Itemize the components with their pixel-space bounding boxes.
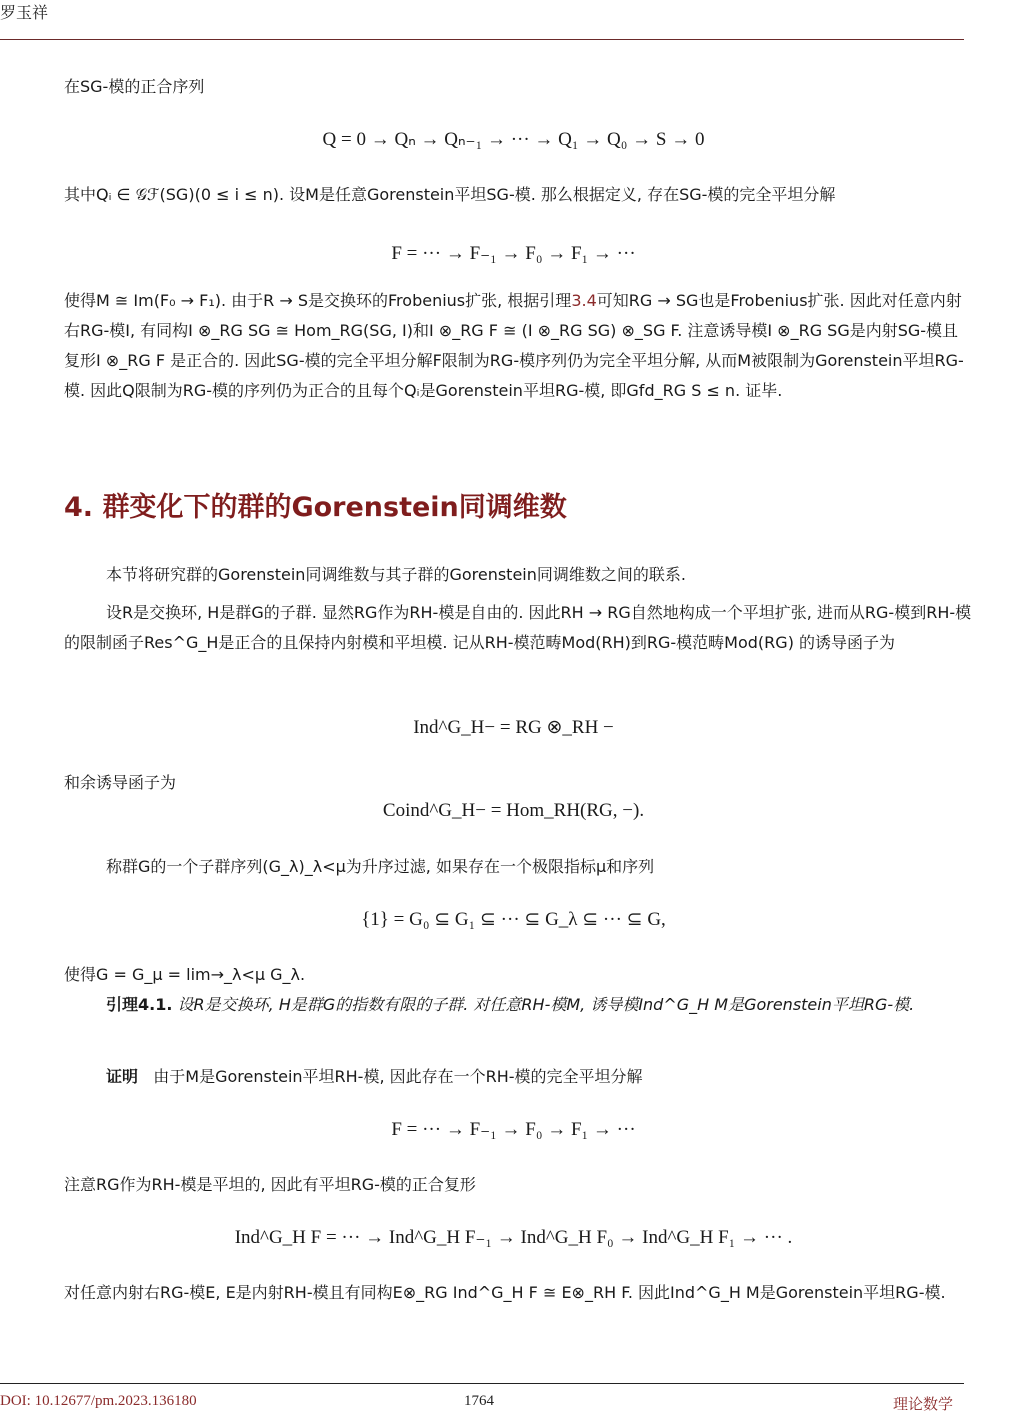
paragraph-3-part-2: 可知RG → SG也是Frobenius扩张. 因此对任意内射右RG-模I, 有同构I ⊗_RG SG ≅ Hom_RG(SG, I)和I ⊗_RG F ≅ (I ⊗_RG SG) ⊗_SG F. 注意诱导模I ⊗_RG SG是内射SG-模且复形I ⊗_RG F 是正合的. 因此SG-模的完全平坦分解F限制为RG-模序列仍为完全平坦分解, 从而M被限制为Gorenstein平坦RG-模. 因此Q限制为RG-模的序列仍为正合的且每个Qᵢ是Gorenstein平坦RG-模, 即Gfd_RG S ≤ n. 证毕. [64, 291, 964, 400]
paragraph-2: 其中Qᵢ ∈ 𝒢ℱ(SG)(0 ≤ i ≤ n). 设M是任意Gorenstein平坦SG-模. 那么根据定义, 存在SG-模的完全平坦分解 [64, 185, 836, 204]
paragraph-3 [64, 286, 974, 406]
footer-doi-link[interactable]: DOI: 10.12677/pm.2023.136180 [0, 1393, 197, 1409]
section-heading: 4. 群变化下的群的Gorenstein同调维数 [64, 492, 567, 523]
equation-Q: Q = 0 → Qₙ → Qₙ₋₁ → ··· → Q₁ → Q₀ → S → 0 [322, 129, 705, 150]
proof-start [64, 1062, 974, 1092]
footer-page-number: 1764 [464, 1393, 494, 1409]
equation-ind-F: Ind^G_H F = ··· → Ind^G_H F₋₁ → Ind^G_H F₀ → Ind^G_H F₁ → ··· . [234, 1227, 793, 1248]
proof-text: 由于M是Gorenstein平坦RH-模, 因此存在一个RH-模的完全平坦分解 [153, 1067, 643, 1086]
lemma-3-4-link[interactable]: 3.4 [571, 291, 597, 310]
equation-coind: Coind^G_H− = Hom_RH(RG, −). [382, 800, 645, 821]
equation-ind: Ind^G_H− = RG ⊗_RH − [413, 717, 614, 738]
equation-F-2: F = ··· → F₋₁ → F₀ → F₁ → ··· [391, 1119, 636, 1140]
lemma-label: 引理4.1. [106, 995, 173, 1014]
paragraph-10: 对任意内射右RG-模E, E是内射RH-模且有同构E⊗_RG Ind^G_H F ≅ E⊗_RH F. 因此Ind^G_H M是Gorenstein平坦RG-模. [64, 1283, 946, 1302]
equation-filtration: {1} = G₀ ⊆ G₁ ⊆ ··· ⊆ G_λ ⊆ ··· ⊆ G, [361, 909, 666, 930]
footer-rule [0, 1383, 964, 1384]
paragraph-4: 本节将研究群的Gorenstein同调维数与其子群的Gorenstein同调维数之间的联系. [106, 565, 686, 584]
paragraph-3-part-1: 使得M ≅ Im(F₀ → F₁). 由于R → S是交换环的Frobenius扩张, 根据引理 [64, 291, 572, 310]
equation-F-1: F = ··· → F₋₁ → F₀ → F₁ → ··· [391, 243, 636, 264]
footer-journal-name: 理论数学 [893, 1395, 954, 1413]
paragraph-9: 注意RG作为RH-模是平坦的, 因此有平坦RG-模的正合复形 [64, 1175, 476, 1194]
lemma-statement: 设R是交换环, H是群G的指数有限的子群. 对任意RH-模M, 诱导模Ind^G_H M是Gorenstein平坦RG-模. [177, 995, 915, 1014]
proof-label: 证明 [106, 1067, 139, 1086]
header-rule [0, 39, 964, 40]
paragraph-8: 使得G = G_μ = lim→_λ<μ G_λ. [64, 965, 306, 984]
paragraph-5: 设R是交换环, H是群G的子群. 显然RG作为RH-模是自由的. 因此RH → RG自然地构成一个平坦扩张, 进而从RG-模到RH-模的限制函子Res^G_H是正合的且保持内射模和平坦模. 记从RH-模范畴Mod(RH)到RG-模范畴Mod(RG) 的诱导函子为 [64, 603, 972, 652]
running-head-author: 罗玉祥 [0, 3, 49, 22]
paragraph-6: 和余诱导函子为 [64, 773, 177, 792]
paragraph-1: 在SG-模的正合序列 [64, 77, 205, 96]
paragraph-7: 称群G的一个子群序列(G_λ)_λ<μ为升序过滤, 如果存在一个极限指标μ和序列 [106, 857, 655, 876]
lemma-4-1 [64, 990, 1027, 1020]
